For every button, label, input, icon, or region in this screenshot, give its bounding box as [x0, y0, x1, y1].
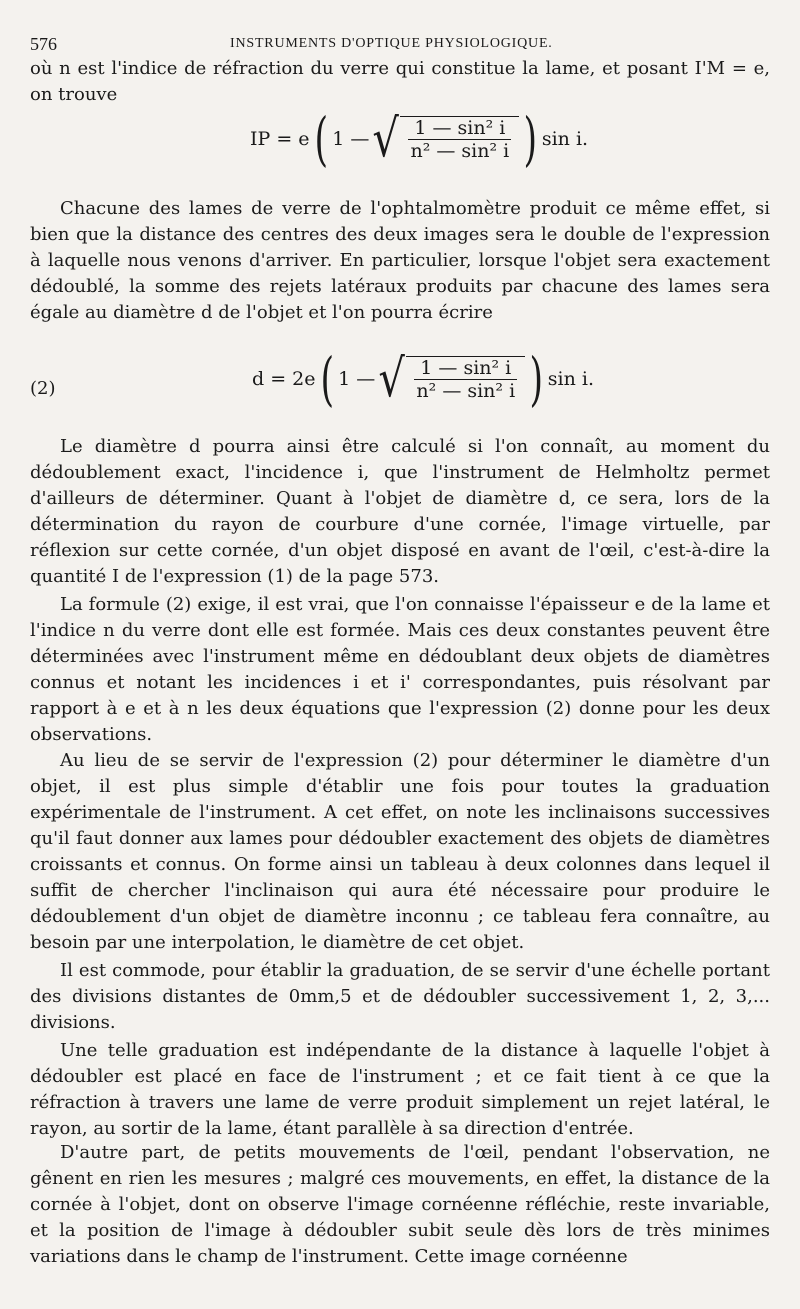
formula-2-numerator: 1 — sin² i [414, 357, 517, 380]
formula-2-close-paren: ) [529, 345, 544, 413]
formula-2 [0, 345, 800, 422]
paragraph-2: Le diamètre d pourra ainsi être calculé si l'on connaît, au moment du dédoublement exact, l'incidence i, que l'instrument de Helmholtz permet d'ailleurs de déterminer. Quant à l'objet de diamètre d, ce sera, lors de la détermination du rayon de courbure d'une cornée, l'image virtuelle, par réflexion sur cette cornée, d'un objet disposé en avant de l'œil, c'est-à-dire la quantité I de l'expression (1) de la page 573. [30, 436, 770, 587]
formula-2-one: 1 — [338, 368, 376, 390]
formula-1-numerator: 1 — sin² i [408, 117, 511, 140]
paragraph-5: Il est commode, pour établir la graduation, de se servir d'une échelle portant des divisions distantes de 0mm,5 et de dédoubler successivement 1, 2, 3,... divisions. [30, 960, 770, 1033]
sqrt-icon: √ [378, 349, 406, 409]
formula-1 [0, 105, 800, 180]
formula-2-denominator: n² — sin² i [416, 380, 516, 402]
page-number: 576 [30, 34, 57, 54]
formula-2-fraction [406, 356, 525, 402]
formula-1-one: 1 — [332, 128, 370, 150]
formula-1-open-paren: ( [314, 105, 328, 173]
formula-2-tail: sin i. [547, 368, 595, 390]
formula-1-close-paren: ) [523, 105, 538, 173]
sqrt-icon: √ [372, 109, 400, 169]
paragraph-1: Chacune des lames de verre de l'ophtalmomètre produit ce même effet, si bien que la distance des centres des deux images sera le double de l'expression à laquelle nous venons d'arriver. En particulier, lorsque l'objet sera exactement dédoublé, la somme des rejets latéraux produits par chacune des lames sera égale au diamètre d de l'objet et l'on pourra écrire [30, 198, 770, 323]
formula-1-tail: sin i. [541, 128, 589, 150]
formula-1-denominator: n² — sin² i [410, 140, 510, 162]
formula-1-sqrt [369, 109, 519, 169]
formula-2-lhs: d = 2e [252, 368, 316, 390]
formula-2-sqrt [375, 349, 525, 409]
page-header [30, 34, 770, 58]
paragraph-6: Une telle graduation est indépendante de la distance à laquelle l'objet à dédoubler est placé en face de l'instrument ; et ce fait tient à ce que la réfraction à travers une lame de verre produit simplement un rejet latéral, le rayon, au sortir de la lame, étant parallèle à sa direction d'entrée. [30, 1040, 770, 1139]
formula-2-number: (2) [30, 378, 56, 399]
paragraph-3: La formule (2) exige, il est vrai, que l'on connaisse l'épaisseur e de la lame et l'indice n du verre dont elle est formée. Mais ces deux constantes peuvent être déterminées avec l'instrument même en dédoublant deux objets de diamètres connus et notant les incidences i et i' correspondantes, puis résolvant par rapport à e et à n les deux équations que l'expression (2) donne pour les deux observations. [30, 594, 770, 745]
paragraph-7: D'autre part, de petits mouvements de l'œil, pendant l'observation, ne gênent en rien les mesures ; malgré ces mouvements, en effet, la distance de la cornée à l'objet, dont on observe l'image cornéenne réfléchie, reste invariable, et la position de l'image à dédoubler subit seule dès lors de très minimes variations dans le champ de l'instrument. Cette image cornéenne [30, 1142, 770, 1267]
formula-1-fraction [400, 116, 519, 162]
intro-paragraph: où n est l'indice de réfraction du verre qui constitue la lame, et posant I'M = e, on trouve [30, 58, 770, 105]
formula-1-lhs: IP = e [250, 128, 310, 150]
paragraph-4: Au lieu de se servir de l'expression (2) pour déterminer le diamètre d'un objet, il est plus simple d'établir une fois pour toutes la graduation expérimentale de l'instrument. A cet effet, on note les inclinaisons successives qu'il faut donner aux lames pour dédoubler exactement des objets de diamètres croissants et connus. On forme ainsi un tableau à deux colonnes dans lequel il suffit de chercher l'inclinaison qui aura été nécessaire pour produire le dédoublement d'un objet de diamètre inconnu ; ce tableau fera connaître, au besoin par une interpolation, le diamètre de cet objet. [30, 750, 770, 953]
running-title: INSTRUMENTS D'OPTIQUE PHYSIOLOGIQUE. [230, 36, 553, 51]
formula-2-open-paren: ( [320, 345, 334, 413]
